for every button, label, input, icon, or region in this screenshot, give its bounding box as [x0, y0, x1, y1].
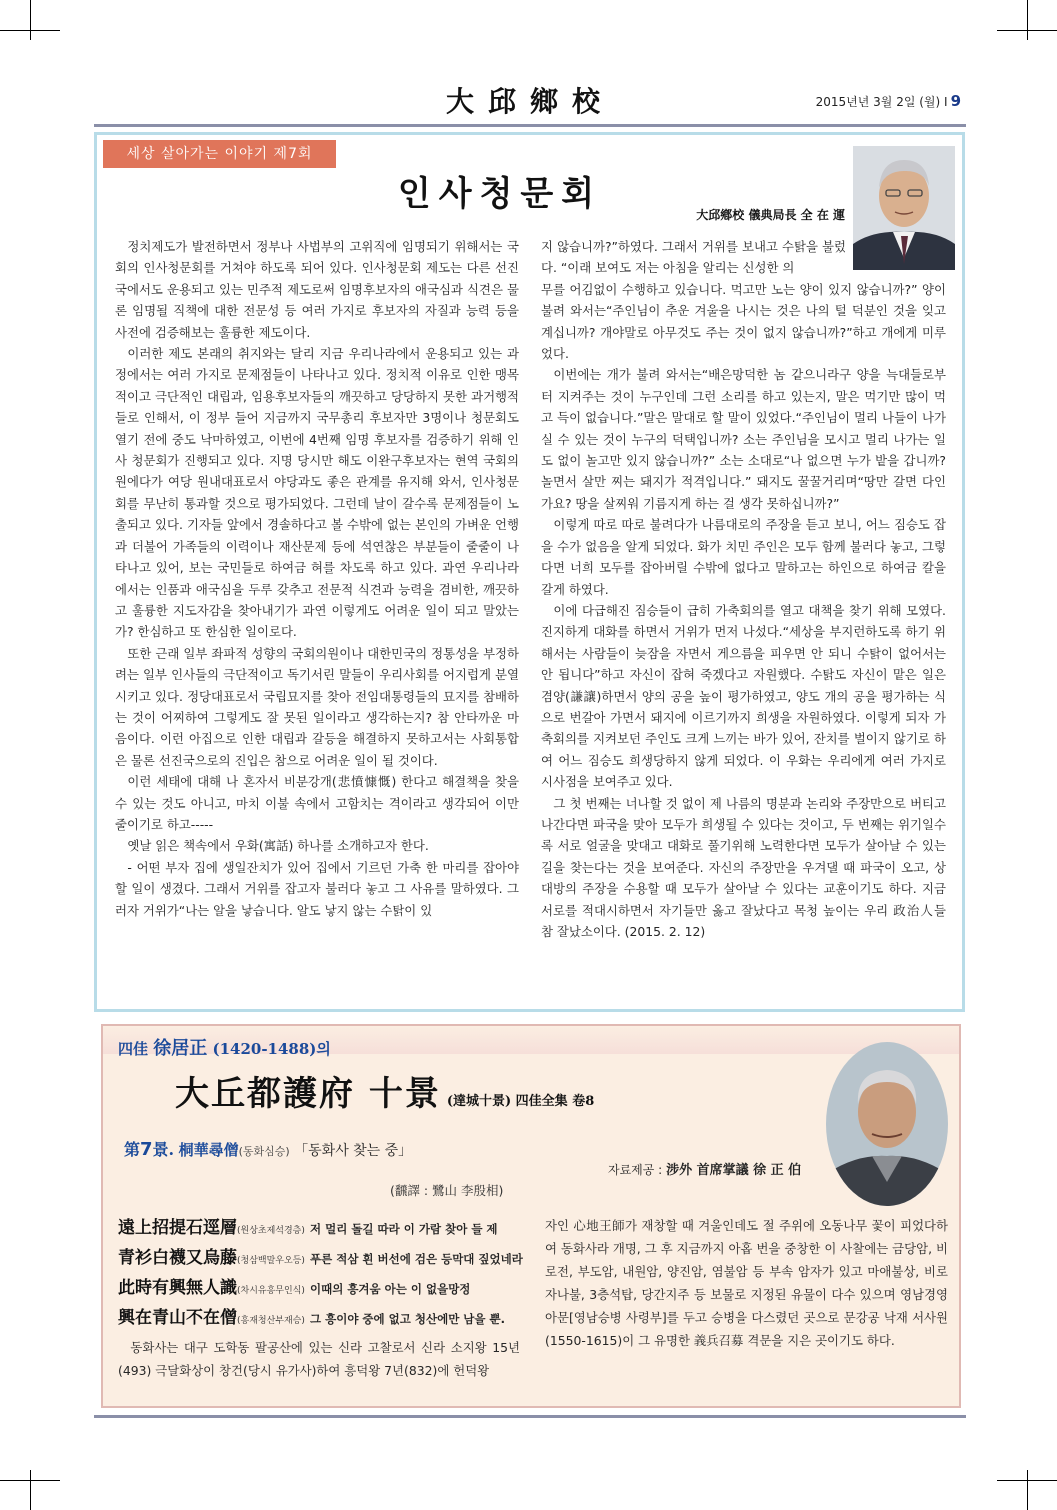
author-name: 徐居正	[153, 1038, 208, 1059]
author-prefix: 四佳	[118, 1040, 149, 1058]
series-label: 세상 살아가는 이야기 제7회	[103, 140, 336, 168]
verse-hanja: 此時有興無人識	[118, 1278, 237, 1298]
scene-hanja: 桐華尋僧	[178, 1141, 239, 1159]
paragraph: 또한 근래 일부 좌파적 성향의 국회의원이나 대한민국의 정통성을 부정하려는 일부 인사들의 극단적이고 독기서린 말들이 우리사회를 어지럽게 분열시키고 있다. 정당대표로서 국립묘지를 찾아 전임대통령들의 묘지를 참배하는 것이 어찌하여 그렇게도 잘 못된 일이라고 생각하는지? 참 안타까운 마음이다. 이런 아집으로 인한 대립과 갈등을 해결하지 못하고서는 사회통합은 물론 선진국으로의 진입은 참으로 어려운 일이 될 것이다.	[115, 645, 519, 768]
newspaper-title: 大邱鄉校	[445, 85, 614, 118]
verse-reading: (차시유흥무인식)	[237, 1286, 305, 1296]
paragraph: 무를 어김없이 수행하고 있습니다. 먹고만 노는 양이 있지 않습니까?” 양이 불려 와서는“주인님이 추운 겨울을 나시는 것은 나의 털 덕분인 것을 잊고 계십니까? 개야말로 아무것도 주는 것이 없지 않습니까?”하고 개에게 미루었다.	[541, 281, 946, 362]
article-column-right	[541, 236, 946, 942]
crop-mark	[1027, 0, 1028, 40]
paragraph: 이번에는 개가 불려 와서는“배은망덕한 놈 같으니라구 양을 늑대들로부터 지켜주는 것이 누구인데 그런 소리를 하고 있는지, 말은 먹기만 많이 먹고 득이 없습니다.”말은 말대로 할 말이 있었다.“주인님이 멀리 나들이 나가실 수 있는 것이 누구의 덕택입니까? 소는 주인님을 모시고 멀리 나가는 일도 없이 놀고만 있지 않습니까?” 소는 소대로“나 없으면 누가 밭을 갑니까? 놀면서 살만 찌는 돼지가 적격입니다.” 돼지도 꿀꿀거리며“땅만 갈면 다인가요? 땅을 살찌워 기름지게 하는 걸 생각 못하십니까?”	[541, 367, 946, 511]
verse-hanja: 興在青山不在僧	[118, 1308, 237, 1328]
paragraph: 옛날 읽은 책속에서 우화(寓話) 하나를 소개하고자 한다.	[127, 838, 429, 854]
poem-title	[175, 1066, 594, 1115]
poem-commentary-left	[118, 1336, 520, 1382]
contributor-photo	[826, 1042, 948, 1206]
masthead	[0, 78, 1057, 118]
crop-mark	[30, 0, 31, 40]
paragraph: 이러한 제도 본래의 취지와는 달리 지금 우리나라에서 운용되고 있는 과정에서는 여러 가지로 문제점들이 나타나고 있다. 정치적 이유로 인한 맹목적이고 극단적인 대립과, 임용후보자들의 깨끗하고 당당하지 못한 과거행적들로 인해서, 이 정부 들어 지금까지 국무총리 후보자만 3명이나 청문회도 열기 전에 중도 낙마하였고, 이번에 4번째 임명 후보자를 검증하기 위해 인사 청문회가 진행되고 있다. 지명 당시만 해도 이완구후보자는 현역 국회의원에다가 여당 원내대표로서 야당과도 좋은 관계를 유지해 와서, 인사청문회를 무난히 통과할 것으로 평가되었다. 그런데 날이 갈수록 문제점들이 노출되고 있다. 기자들 앞에서 경솔하다고 볼 수밖에 없는 본인의 가벼운 언행과 더불어 가족들의 이력이나 재산문제 등에 석연찮은 부분들이 줄줄이 나타나고 있어, 보는 국민들로 하여금 혀를 차도록 하고 있다. 과연 우리나라에서는 인품과 애국심을 두루 갖추고 전문적 식견과 능력을 겸비한, 깨끗하고 훌륭한 지도자감을 찾아내기가 과연 이렇게도 어려운 일이 되고 말았는가? 한심하고 또 한심한 일이로다.	[115, 346, 519, 640]
paragraph: 지 않습니까?”하였다. 그래서 거위를 보내고 수탉을 불렀다. “이래 보여도 저는 아침을 알리는 신성한 의	[541, 239, 846, 276]
scene-korean: 「동화사 찾는 중」	[294, 1143, 413, 1159]
translator-credit: (飜譯 : 鷺山 李殷相)	[390, 1183, 504, 1198]
contributor-portrait-image	[826, 1042, 948, 1206]
header-rule	[94, 124, 966, 127]
verse-korean: 이때의 흥겨움 아는 이 없을망정	[309, 1282, 471, 1296]
poem-title-sub: (達城十景) 四佳全集 卷8	[446, 1094, 595, 1109]
crop-mark	[1027, 1470, 1028, 1510]
verse-reading: (원상초제석경층)	[237, 1226, 305, 1236]
scene-reading: (동화심승)	[238, 1145, 290, 1158]
verse-line	[118, 1303, 538, 1333]
scene-number: 7	[140, 1139, 153, 1160]
verse-hanja: 遠上招提石逕層	[118, 1218, 237, 1238]
scene-heading	[124, 1137, 412, 1160]
paragraph: 그 첫 번째는 너나할 것 없이 제 나름의 명분과 논리와 주장만으로 버티고 나간다면 파국을 맞아 모두가 희생될 수 있다는 것이고, 두 번째는 위기일수록 서로 얼굴을 맞대고 대화로 풀기위해 노력한다면 모두가 살아날 수 있는 길을 찾는다는 것을 보여준다. 자신의 주장만을 우겨댈 때 파국이 오고, 상대방의 주장을 수용할 때 모두가 살아날 수 있다는 교훈이기도 하다. 지금 서로를 적대시하면서 자기들만 옳고 잘났다고 목청 높이는 우리 政治人들 참 잘났소이다. (2015. 2. 12)	[541, 795, 946, 939]
crop-mark	[997, 1480, 1057, 1481]
crop-mark	[30, 1470, 31, 1510]
article-byline: 大邱鄕校 儀典局長 全 在 運	[696, 208, 845, 222]
paragraph: 동화사는 대구 도학동 팔공산에 있는 신라 고찰로서 신라 소지왕 15년(493) 극달화상이 창건(당시 유가사)하여 흥덕왕 7년(832)에 헌덕왕	[118, 1340, 520, 1378]
paragraph: 이런 세태에 대해 나 혼자서 비분강개(悲憤慷慨) 한다고 해결책을 찾을 수 있는 것도 아니고, 마치 이불 속에서 고함치는 격이라고 생각되어 이만 줄이기로 하고-----	[115, 774, 519, 832]
paragraph: - 어떤 부자 집에 생일잔치가 있어 집에서 기르던 가축 한 마리를 잡아야 할 일이 생겼다. 그래서 거위를 잡고자 불러다 놓고 그 사유를 말하였다. 그러자 거위가“나는 알을 낳습니다. 알도 낳지 않는 수탉이 있	[115, 859, 519, 918]
article-column-left	[115, 236, 519, 921]
issue-date	[816, 92, 961, 110]
poem-title-main: 大丘都護府 十景	[175, 1074, 441, 1114]
poem-commentary-right	[545, 1214, 948, 1352]
verse-reading: (흥재청산부재승)	[237, 1316, 305, 1326]
scene-suffix: 景.	[152, 1140, 175, 1159]
paragraph: 자인 心地王師가 재창할 때 겨울인데도 절 주위에 오동나무 꽃이 피었다하여 동화사라 개명, 그 후 지금까지 아홉 번을 중창한 이 사찰에는 금당암, 비로전, 부도암, 내원암, 양진암, 염불암 등 부속 암자가 있고 마애불상, 비로자나불, 3층석탑, 당간지주 등 보물로 지정된 유물이 다수 있으며 영남경영아문[영남승병 사령부]를 두고 승병을 다스렸던 곳으로 문강공 낙재 서사원(1550-1615)이 그 유명한 義兵召募 격문을 지은 곳이기도 하다.	[545, 1218, 948, 1348]
source-label: 자료제공 :	[608, 1163, 663, 1177]
date-text: 2015년년 3월 2일 (월) I	[815, 95, 948, 109]
scene-prefix: 第	[124, 1140, 141, 1159]
verse-korean: 푸른 적삼 흰 버선에 검은 등막대 짚었네라	[309, 1252, 523, 1266]
crop-mark	[0, 1480, 60, 1481]
verse-line	[118, 1213, 538, 1243]
verse-hanja: 青衫白襪又烏藤	[118, 1248, 237, 1268]
source-credit	[608, 1159, 801, 1178]
paragraph: 이에 다급해진 짐승들이 급히 가축회의를 열고 대책을 찾기 위해 모였다. 진지하게 대화를 하면서 거위가 먼저 나섰다.“세상을 부지런하도록 하기 위해서는 사람들이 늦잠을 자면서 게으름을 피우면 안 되니 수탉이 없어서는 안 됩니다”하고 자신이 잡혀 죽겠다고 자원했다. 수탉도 자신이 맡은 일은 겸양(謙讓)하면서 양의 공을 높이 평가하였고, 양도 개의 공을 평가하는 식으로 번갈아 가면서 돼지에 이르기까지 희생을 자원하였다. 이렇게 되자 가축회의를 지켜보던 주인도 크게 느끼는 바가 있어, 잔치를 벌이지 않기로 하여 어느 짐승도 희생당하지 않게 되었다. 이 우화는 우리에게 여러 가지로 시사점을 보여주고 있다.	[541, 602, 946, 790]
author-years: (1420-1488)의	[212, 1040, 331, 1058]
poem-author	[118, 1034, 331, 1060]
article-title: 인사청문회	[397, 174, 603, 214]
paragraph: 이렇게 따로 따로 불려다가 나름대로의 주장을 듣고 보니, 어느 짐승도 잡을 수가 없음을 알게 되었다. 화가 치민 주인은 모두 함께 불러다 놓고, 그렇다면 너희 모두를 잡아버릴 수밖에 없다고 말하고는 하인으로 하여금 칼을 갈게 하였다.	[541, 517, 946, 597]
verse-reading: (청삼백말우오등)	[237, 1256, 305, 1266]
paragraph: 정치제도가 발전하면서 정부나 사법부의 고위직에 임명되기 위해서는 국회의 인사청문회를 거쳐야 하도록 되어 있다. 인사청문회 제도는 다른 선진국에서도 운용되고 있는 민주적 제도로써 임명후보자의 애국심과 식견은 물론 임명될 직책에 대한 전문성 등 여러 가지로 후보자의 자질과 능력 등을 사전에 검증해보는 훌륭한 제도이다.	[115, 239, 519, 340]
page-number: 9	[950, 92, 961, 110]
source-name: 涉外 首席掌議 徐 正 伯	[666, 1163, 802, 1178]
verse-korean: 그 흥이야 중에 없고 청산에만 남을 뿐.	[309, 1312, 506, 1326]
crop-mark	[0, 30, 60, 31]
verse-line	[118, 1243, 538, 1273]
verse-korean: 저 멀리 돌길 따라 이 가람 찾아 들 제	[309, 1222, 498, 1236]
footer-rule	[94, 1415, 966, 1418]
verse-line	[118, 1273, 538, 1303]
poem-verses	[118, 1213, 538, 1333]
crop-mark	[997, 30, 1057, 31]
